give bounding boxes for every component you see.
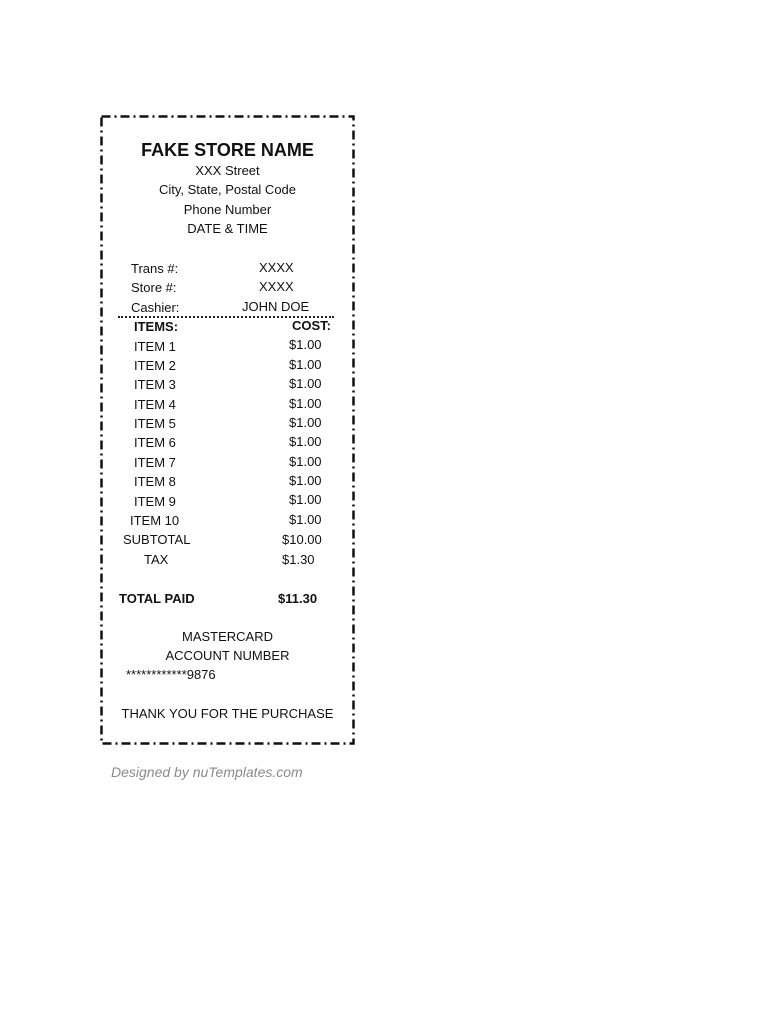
store-street: XXX Street <box>195 163 260 178</box>
store-phone: Phone Number <box>183 202 272 217</box>
item-name: ITEM 2 <box>134 358 176 373</box>
card-type: MASTERCARD <box>181 629 273 644</box>
tax-value: $1.30 <box>282 552 315 567</box>
items-header: ITEMS: <box>134 319 179 334</box>
store-number-value: XXXX <box>259 279 294 294</box>
template-credit: Designed by nuTemplates.com <box>111 764 303 780</box>
account-number: ************9876 <box>126 667 216 682</box>
subtotal-value: $10.00 <box>282 532 322 547</box>
thank-you-message: THANK YOU FOR THE PURCHASE <box>121 706 334 721</box>
receipt <box>100 115 355 745</box>
item-name: ITEM 4 <box>134 397 176 412</box>
item-cost: $1.00 <box>289 473 322 488</box>
item-cost: $1.00 <box>289 434 322 449</box>
store-name: FAKE STORE NAME <box>141 140 314 160</box>
cost-header: COST: <box>292 318 331 333</box>
item-cost: $1.00 <box>289 492 322 507</box>
cashier-label: Cashier: <box>131 300 180 315</box>
subtotal-label: SUBTOTAL <box>123 532 191 547</box>
store-number-label: Store #: <box>131 280 177 295</box>
trans-value: XXXX <box>259 260 294 275</box>
tax-label: TAX <box>144 552 169 567</box>
account-number-label: ACCOUNT NUMBER <box>165 648 290 663</box>
total-paid-value: $11.30 <box>278 591 318 606</box>
cashier-value: JOHN DOE <box>242 299 310 314</box>
trans-label: Trans #: <box>131 261 179 276</box>
total-paid-label: TOTAL PAID <box>119 591 195 606</box>
item-name: ITEM 10 <box>130 513 180 528</box>
item-name: ITEM 7 <box>134 455 176 470</box>
item-name: ITEM 3 <box>134 377 176 392</box>
item-cost: $1.00 <box>289 454 322 469</box>
item-name: ITEM 5 <box>134 416 176 431</box>
date-time: DATE & TIME <box>187 221 268 236</box>
item-name: ITEM 1 <box>134 339 176 354</box>
item-cost: $1.00 <box>289 357 322 372</box>
item-name: ITEM 9 <box>134 494 176 509</box>
item-cost: $1.00 <box>289 512 322 527</box>
item-cost: $1.00 <box>289 396 322 411</box>
item-name: ITEM 6 <box>134 435 176 450</box>
item-cost: $1.00 <box>289 415 322 430</box>
store-city-line: City, State, Postal Code <box>158 182 297 197</box>
item-cost: $1.00 <box>289 376 322 391</box>
item-cost: $1.00 <box>289 337 322 352</box>
item-name: ITEM 8 <box>134 474 176 489</box>
